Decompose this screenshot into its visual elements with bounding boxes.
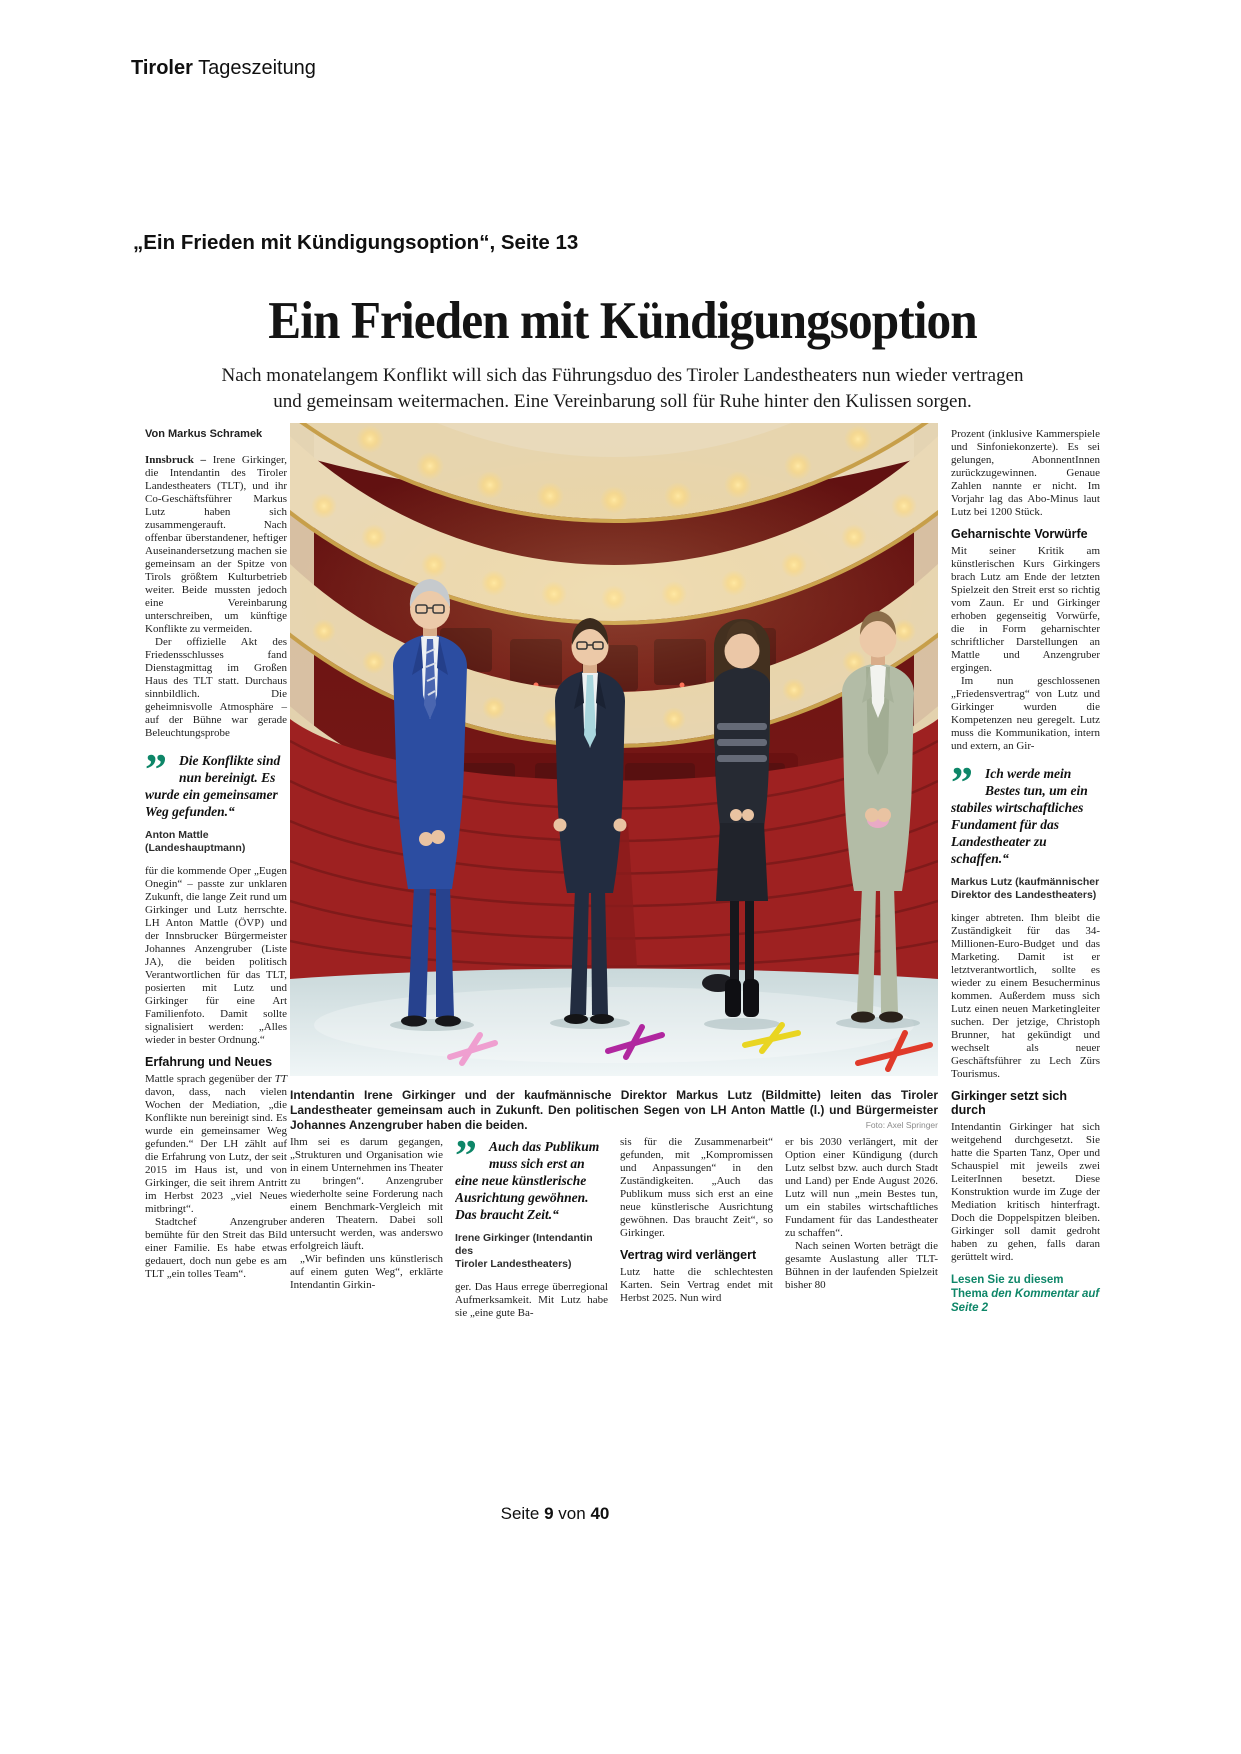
paragraph: ger. Das Haus errege überregional Aufmerksamkeit. Mit Lutz habe sie „eine gute Ba- <box>455 1281 608 1319</box>
photo-caption <box>290 1088 938 1133</box>
paragraph: er bis 2030 verlängert, mit der Option einer Kündigung (durch Lutz selbst bzw. auch durch Stadt und Land) per Ende August 2026. Lutz will nun „mein Bestes tun, um ein stabiles wirtschaftliches Fundament für das Landestheater zu schaffen“. <box>785 1136 938 1239</box>
columns-below-photo <box>290 1136 938 1320</box>
paragraph: Mit seiner Kritik am künstlerischen Kurs Girkingers brach Lutz am Ende der letzten Spielzeit den Streit erst so richtig vom Zaun. Er und Girkinger erhoben gegenseitig Vorwürfe, die in Form geharnischter schriftlicher Darstellungen an Mattle und Anzengruber ergingen. <box>951 545 1100 674</box>
paragraph: Stadtchef Anzengruber bemühte für den Streit das Bild einer Familie. Es habe etwas gedauert, doch nun gebe es am TLT „ein tolles Team“. <box>145 1216 287 1280</box>
column-right <box>951 428 1100 1315</box>
column-d <box>785 1136 938 1320</box>
pull-quote-attribution <box>951 876 1100 902</box>
footer-separator: von <box>558 1504 586 1523</box>
article-subtitle <box>145 363 1100 415</box>
quote-mark-icon: ” <box>951 765 970 807</box>
byline: Von Markus Schramek <box>145 428 263 440</box>
pull-quote-attribution <box>455 1232 608 1271</box>
paragraph: Ihm sei es darum gegangen, „Strukturen und Organisation wie in einem Unternehmen ins Theater zu bringen“. Anzengruber wiederholte seine Forderung nach einem Benchmark-Vergleich mit anderen Theatern. Dabei soll untersucht werden, was anderswo erfolgreich läuft. <box>290 1136 443 1252</box>
paragraph-text: davon, dass, nach vielen Wochen der Mediation, „die Konflikte nun bereinigt sind. Es wurde ein gemeinsamer Weg gefunden.“ Der LH zählt auf die Erfahrung von Lutz, der seit 2015 im Haus ist, und von Girkinger, die seit ihrem Antritt im Herbst 2023 „viel Neues mitbringt“. <box>145 1086 287 1215</box>
pull-quote-text: Die Konflikte sind nun bereinigt. Es wurde ein gemeinsamer Weg gefunden.“ <box>145 753 281 819</box>
photo-credit: Foto: Axel Springer <box>860 1118 938 1133</box>
attribution-role: Tiroler Landestheaters) <box>455 1258 572 1270</box>
article-photo <box>290 423 938 1076</box>
pull-quote-mattle <box>145 752 287 855</box>
paragraph-text: Mattle sprach gegenüber der <box>145 1073 275 1085</box>
teaser-reference: den Kommentar auf Seite 2 <box>951 1288 1100 1314</box>
quote-mark-icon: ” <box>455 1138 474 1180</box>
page-number-footer <box>0 1504 1110 1524</box>
column-c <box>620 1136 773 1320</box>
paragraph: Im nun geschlossenen „Friedensvertrag“ von Lutz und Girkinger wurden die Kompetenzen neu geregelt. Lutz muss die Kommunikation, intern und extern, an Gir- <box>951 675 1100 752</box>
attribution-name: Irene Girkinger (Intendantin des <box>455 1232 593 1257</box>
subtitle-line-1: Nach monatelangem Konflikt will sich das Führungsduo des Tiroler Landestheaters nun wieder vertragen <box>221 365 1024 386</box>
footer-total-pages: 40 <box>590 1504 610 1523</box>
paragraph: Nach seinen Worten beträgt die gesamte Auslastung aller TLT-Bühnen in der laufenden Spielzeit bisher 80 <box>785 1240 938 1291</box>
related-teaser <box>951 1273 1100 1315</box>
dateline: Innsbruck – <box>145 454 207 466</box>
paragraph: kinger abtreten. Ihm bleibt die Zuständigkeit für das 34-Millionen-Euro-Budget und das Marketing. Damit ist er letztverantwortlich, sollte es wieder zu einem Besucherminus kommen. Außerdem muss sich Lutz einen neuen Marketingleiter suchen. Der jetzige, Christoph Brunner, hat gekündigt und wechselt als neuer Geschäftsführer zu Lech Zürs Tourismus. <box>951 912 1100 1080</box>
paragraph: Prozent (inklusive Kammerspiele und Sinfoniekonzerte). Es sei gelungen, AbonnentInnen zurückzugewinnen. Genaue Zahlen nannte er nicht. Im Vorjahr lag das Abo-Minus laut Lutz bei 1200 Stück. <box>951 428 1100 518</box>
paragraph: Lutz hatte die schlechtesten Karten. Sein Vertrag endet mit Herbst 2025. Nun wird <box>620 1266 773 1304</box>
paragraph <box>145 454 287 636</box>
subhead-girkinger: Girkinger setzt sich durch <box>951 1089 1068 1117</box>
masthead <box>131 57 316 80</box>
attribution-role: Direktor des Landestheaters) <box>951 889 1097 901</box>
pull-quote-attribution <box>145 829 287 855</box>
theater-photo-illustration <box>290 423 938 1076</box>
article-clip <box>145 293 1100 1333</box>
column-left <box>145 428 287 1281</box>
footer-current-page: 9 <box>544 1504 554 1523</box>
teaser-lead: Lesen Sie zu diesem Thema <box>951 1274 1064 1300</box>
masthead-regular: Tageszeitung <box>192 57 316 79</box>
paragraph: für die kommende Oper „Eugen Onegin“ – passte zur unklaren Zukunft, die lange Zeit rund um Girkinger und Lutz herrschte. LH Anton Mattle (ÖVP) und der Innsbrucker Bürgermeister Johannes Anzengruber (Liste JA), die beiden politisch Verantwortlichen für das TLT, posierten mit Lutz und Girkinger für eine Art Familienfoto. Damit sollte signalisiert werden: „Alles wieder in bester Ordnung.“ <box>145 865 287 1046</box>
photo-caption-text: Intendantin Irene Girkinger und der kaufmännische Direktor Markus Lutz (Bildmitte) leiten das Tiroler Landestheater gemeinsam auch in Zukunft. Den politischen Segen von LH Anton Mattle (l.) und Bürgermeister Johannes Anzengruber haben die beiden. <box>290 1088 938 1132</box>
column-a <box>290 1136 443 1320</box>
reference-heading: „Ein Frieden mit Kündigungsoption“, Seite 13 <box>133 231 579 254</box>
subhead-vorwuerfe: Geharnischte Vorwürfe <box>951 527 1088 541</box>
paragraph: „Wir befinden uns künstlerisch auf einem guten Weg“, erklärte Intendantin Girkin- <box>290 1253 443 1291</box>
quote-mark-icon: ” <box>145 752 164 794</box>
paragraph-text: Irene Girkinger, die Intendantin des Tiroler Landestheaters (TLT), und ihr Co-Geschäftsführer Markus Lutz haben sich zusammengerauft. Nach offenbar überstandener, heftiger Auseinandersetzung machen sie gemeinsam an der Spitze von Tirols größtem Kulturbetrieb weiter. Beide mussten jedoch eine Vereinbarung unterschreiben, um künftige Konflikte zu vermeiden. <box>145 454 287 635</box>
paragraph: Der offizielle Akt des Friedensschlusses fand Dienstagmittag im Großen Haus des TLT statt. Durchaus sinnbildlich. Die geheimnisvolle Atmosphäre – auf der Bühne war gerade Beleuchtungsprobe <box>145 636 287 739</box>
footer-label: Seite <box>500 1504 540 1523</box>
pull-quote-text: Auch das Publikum muss sich erst an eine neue künstlerische Ausrichtung gewöhnen. Das braucht Zeit.“ <box>455 1139 600 1222</box>
column-b <box>455 1136 608 1320</box>
attribution-name: Anton Mattle <box>145 829 209 841</box>
pull-quote-text: Ich werde mein Bestes tun, um ein stabiles wirtschaftliches Fundament für das Landestheater zu schaffen.“ <box>951 766 1088 866</box>
paragraph <box>145 1073 287 1216</box>
paragraph: Intendantin Girkinger hat sich weitgehend durchgesetzt. Sie hatte die Sparten Tanz, Oper und Schauspiel mit jeweils zwei LeiterInnen besetzt. Diese Konstruktion wurde im Zuge der Mediation kritisch hinterfragt. Doch die Doppelspitzen bleiben. Girkinger soll damit gedroht haben zu gehen, falls daran gerüttelt wird. <box>951 1121 1100 1263</box>
subhead-vertrag: Vertrag wird verlängert <box>620 1248 757 1262</box>
masthead-bold: Tiroler <box>131 57 193 79</box>
subhead-erfahrung: Erfahrung und Neues <box>145 1055 273 1069</box>
attribution-name: Markus Lutz (kaufmännischer <box>951 876 1100 888</box>
publication-abbrev: TT <box>274 1073 287 1085</box>
attribution-role: (Landeshauptmann) <box>145 842 246 854</box>
paragraph: sis für die Zusammenarbeit“ gefunden, mit „Kompromissen und Anpassungen“ in den Zuständigkeiten. „Auch das Publikum muss sich erst an eine neue künstlerische Ausrichtung gewöhnen. Das braucht Zeit“, so Girkinger. <box>620 1136 773 1239</box>
subtitle-line-2: und gemeinsam weitermachen. Eine Vereinbarung soll für Ruhe hinter den Kulissen sorgen. <box>273 391 972 412</box>
article-headline: Ein Frieden mit Kündigungsoption <box>268 292 977 350</box>
pull-quote-girkinger <box>455 1138 608 1271</box>
pull-quote-lutz <box>951 765 1100 902</box>
